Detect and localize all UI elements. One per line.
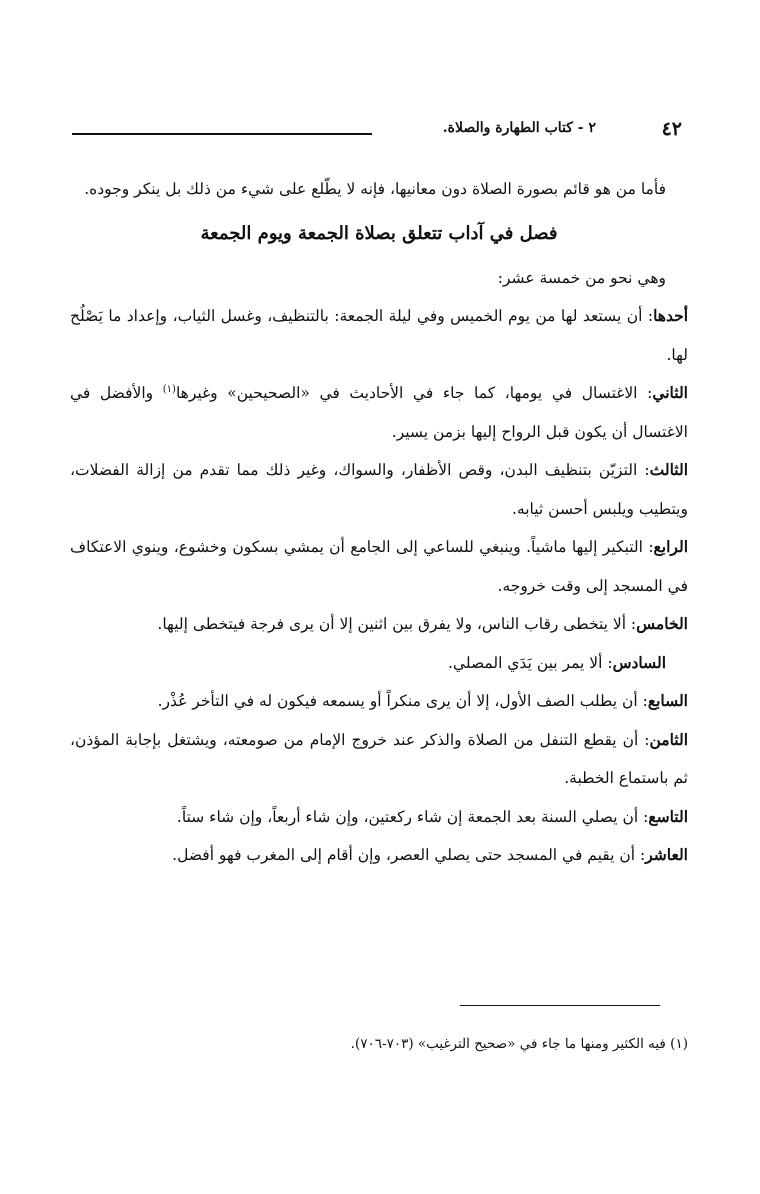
item-4	[70, 528, 688, 605]
item-7	[70, 682, 688, 721]
item-label: الرابع	[653, 537, 688, 556]
item-label: الخامس	[636, 614, 688, 633]
item-label: الثاني	[652, 383, 688, 402]
item-2	[70, 374, 688, 451]
footnote-rule	[460, 1005, 660, 1006]
page-number: ٤٢	[661, 118, 682, 140]
item-label: الثالث	[649, 460, 688, 479]
item-text: : أن يطلب الصف الأول، إلا أن يرى منكراً أو يسمعه فيكون له في التأخر عُذْر.	[157, 692, 648, 710]
header-rule	[72, 133, 372, 135]
lead-paragraph: وهي نحو من خمسة عشر:	[497, 268, 666, 287]
item-3	[70, 451, 688, 528]
item-8	[70, 721, 688, 798]
page-header	[72, 118, 688, 148]
item-5	[70, 605, 688, 644]
page-body	[70, 170, 688, 875]
item-label: التاسع	[648, 806, 688, 826]
item-text: : التبكير إليها ماشياً. وينبغي للساعي إلى الجامع أن يمشي بسكون وخشوع، وينوي الاعتكاف في المسجد إلى وقت خروجه.	[70, 538, 688, 595]
item-label: أحدها	[653, 306, 688, 325]
item-label: السابع	[647, 691, 688, 710]
item-text: : ألا يمر بين يَدَي المصلي.	[447, 653, 613, 672]
footnote-marker[interactable]: (١)	[162, 383, 176, 395]
item-text: : أن يستعد لها من يوم الخميس وفي ليلة الجمعة: بالتنظيف، وغسل الثياب، وإعداد ما يَصْلُح لها.	[70, 307, 688, 364]
item-label: الثامن	[649, 729, 688, 749]
item-text: : الاغتسال في يومها، كما جاء في الأحاديث في «الصحيحين» وغيرها	[175, 384, 653, 402]
item-label: السادس	[612, 652, 666, 672]
section-title: فصل في آداب تتعلق بصلاة الجمعة ويوم الجمعة	[200, 222, 558, 244]
item-text: : ألا يتخطى رقاب الناس، ولا يفرق بين اثنين إلا أن يرى فرجة فيتخطى إليها.	[157, 615, 637, 633]
item-text: : أن يقطع التنفل من الصلاة والذكر عند خروج الإمام من صومعته، ويشتغل بإجابة المؤذن، ثم باستماع الخطبة.	[70, 730, 688, 787]
item-text-continued: والأفضل في الاغتسال أن يكون قبل الرواح إليها بزمن يسير.	[70, 384, 688, 441]
item-text: : التزيّن بتنظيف البدن، وقص الأظفار، والسواك، وغير ذلك مما تقدم من إزالة الفضلات، ويتطيب ويلبس أحسن ثيابه.	[70, 461, 688, 518]
item-9	[70, 798, 688, 837]
intro-paragraph: فأما من هو قائم بصورة الصلاة دون معانيها، فإنه لا يطّلع على شيء من ذلك بل ينكر وجوده.	[84, 180, 666, 198]
item-text: : أن يقيم في المسجد حتى يصلي العصر، وإن أقام إلى المغرب فهو أفضل.	[172, 846, 646, 864]
running-head: ٢ - كتاب الطهارة والصلاة.	[442, 120, 596, 136]
item-text: : أن يصلي السنة بعد الجمعة إن شاء ركعتين، وإن شاء أربعاً، وإن شاء ستاً.	[176, 807, 649, 826]
item-1	[70, 297, 688, 374]
item-10	[70, 836, 688, 875]
item-6	[70, 644, 688, 683]
footnote: (١) فيه الكثير ومنها ما جاء في «صحيح الترغيب» (٧٠٣-٧٠٦).	[350, 1035, 688, 1052]
item-label: العاشر	[645, 845, 688, 864]
